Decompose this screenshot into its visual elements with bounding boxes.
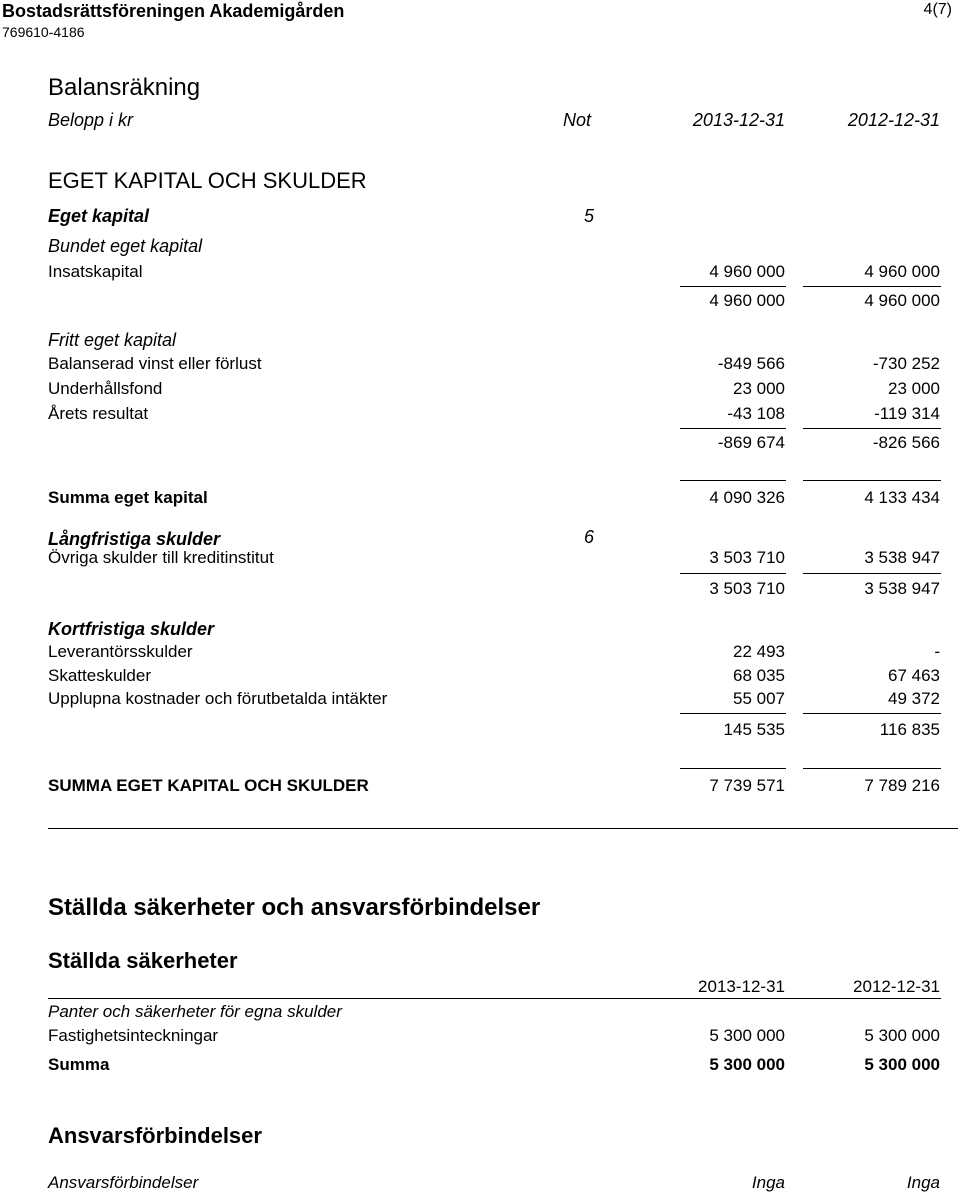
page-title: Balansräkning xyxy=(48,74,201,101)
value-2012: 3 538 947 xyxy=(864,548,940,567)
long-term-liabilities-title: Långfristiga skulder xyxy=(48,529,221,549)
subtotal-2012: 3 538 947 xyxy=(864,579,940,598)
value-2012: - xyxy=(934,642,940,661)
equity-title: Eget kapital xyxy=(48,206,150,226)
sum-rule xyxy=(680,480,786,481)
restricted-equity-title: Bundet eget kapital xyxy=(48,236,203,256)
value-2012: 23 000 xyxy=(888,379,940,398)
total-2012: 4 133 434 xyxy=(864,488,940,507)
sum-rule xyxy=(680,573,786,574)
row-label: Ansvarsförbindelser xyxy=(48,1173,199,1192)
value-2013: 22 493 xyxy=(733,642,785,661)
sum-rule xyxy=(680,713,786,714)
securities-subtitle: Ställda säkerheter xyxy=(48,948,238,973)
organization-number: 769610-4186 xyxy=(2,24,85,40)
value-2013: 4 960 000 xyxy=(709,262,785,281)
grand-total-2013: 7 739 571 xyxy=(709,776,785,795)
value-2012: 67 463 xyxy=(888,666,940,685)
sum-rule xyxy=(803,286,941,287)
value-2013: 5 300 000 xyxy=(709,1026,785,1045)
grand-total-label: SUMMA EGET KAPITAL OCH SKULDER xyxy=(48,776,369,795)
value-2012: 49 372 xyxy=(888,689,940,708)
value-2013: -43 108 xyxy=(727,404,785,423)
total-2013: 4 090 326 xyxy=(709,488,785,507)
amount-label: Belopp i kr xyxy=(48,110,134,130)
subtotal-2012: 4 960 000 xyxy=(864,291,940,310)
free-equity-title: Fritt eget kapital xyxy=(48,330,177,350)
sum-rule xyxy=(803,768,941,769)
value-2013: 3 503 710 xyxy=(709,548,785,567)
section-title: EGET KAPITAL OCH SKULDER xyxy=(48,168,367,193)
row-label: Fastighetsinteckningar xyxy=(48,1026,219,1045)
column-header-2012: 2012-12-31 xyxy=(847,110,940,130)
sum-rule xyxy=(680,768,786,769)
sum-rule xyxy=(803,573,941,574)
row-label: Skatteskulder xyxy=(48,666,151,685)
sum-rule xyxy=(803,480,941,481)
row-label: Leverantörsskulder xyxy=(48,642,193,661)
grand-total-2012: 7 789 216 xyxy=(864,776,940,795)
value-2013: -849 566 xyxy=(717,354,785,373)
subtotal-2012: 116 835 xyxy=(879,720,940,739)
value-2012: 5 300 000 xyxy=(864,1026,940,1045)
note-column-header: Not xyxy=(563,110,592,130)
sum-rule xyxy=(680,428,786,429)
total-label: Summa eget kapital xyxy=(48,488,208,507)
contingent-title: Ansvarsförbindelser xyxy=(48,1123,262,1148)
securities-title: Ställda säkerheter och ansvarsförbindelser xyxy=(48,894,541,921)
value-2013: 55 007 xyxy=(733,689,785,708)
sum-rule xyxy=(803,428,941,429)
section-divider xyxy=(48,828,958,829)
subtotal-2013: 4 960 000 xyxy=(709,291,785,310)
securities-sum-label: Summa xyxy=(48,1055,110,1074)
header-rule xyxy=(48,998,941,999)
subtotal-2013: 3 503 710 xyxy=(709,579,785,598)
securities-sum-2012: 5 300 000 xyxy=(864,1055,940,1074)
securities-group-title: Panter och säkerheter för egna skulder xyxy=(48,1002,342,1021)
row-label: Balanserad vinst eller förlust xyxy=(48,354,262,373)
subtotal-2012: -826 566 xyxy=(872,433,940,452)
row-label: Insatskapital xyxy=(48,262,143,281)
column-header-2013: 2013-12-31 xyxy=(692,110,785,130)
equity-note: 5 xyxy=(584,206,595,226)
securities-column-2012: 2012-12-31 xyxy=(853,977,940,996)
value-2012: Inga xyxy=(906,1173,940,1192)
value-2013: 68 035 xyxy=(733,666,785,685)
short-term-liabilities-title: Kortfristiga skulder xyxy=(48,619,215,639)
organization-name: Bostadsrättsföreningen Akademigården xyxy=(2,1,345,21)
securities-sum-2013: 5 300 000 xyxy=(709,1055,785,1074)
row-label: Upplupna kostnader och förutbetalda intäkter xyxy=(48,689,388,708)
value-2013: 23 000 xyxy=(733,379,785,398)
sum-rule xyxy=(680,286,786,287)
subtotal-2013: -869 674 xyxy=(717,433,785,452)
subtotal-2013: 145 535 xyxy=(723,720,785,739)
value-2013: Inga xyxy=(751,1173,785,1192)
row-label: Årets resultat xyxy=(48,404,149,423)
sum-rule xyxy=(803,713,941,714)
row-label: Underhållsfond xyxy=(48,379,163,398)
long-term-note: 6 xyxy=(584,527,595,547)
page-number: 4(7) xyxy=(923,1,952,18)
securities-column-2013: 2013-12-31 xyxy=(698,977,785,996)
row-label: Övriga skulder till kreditinstitut xyxy=(48,548,274,567)
value-2012: -730 252 xyxy=(872,354,940,373)
value-2012: -119 314 xyxy=(874,404,940,423)
value-2012: 4 960 000 xyxy=(864,262,940,281)
